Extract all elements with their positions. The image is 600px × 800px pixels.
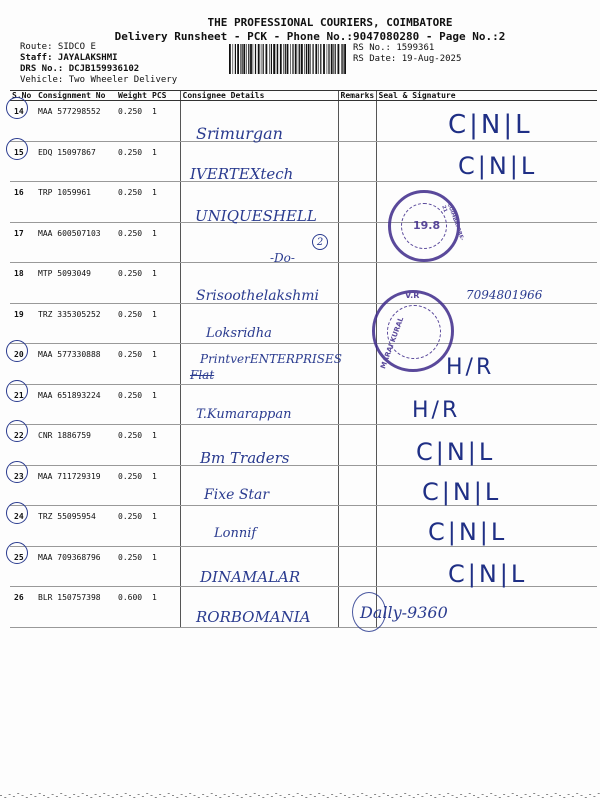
handwritten-signature: C|N|L: [428, 518, 508, 546]
cell-pcs: 1: [150, 141, 180, 182]
circle-mark: [6, 420, 28, 442]
stamp-side-text: MARAI KURAL: [379, 316, 406, 370]
handwritten-signature: Dally-9360: [360, 603, 448, 622]
handwritten-signature: C|N|L: [448, 110, 533, 140]
staff-label: Staff: JAYALAKSHMI: [20, 53, 118, 63]
cell-consignment: TRZ 55095954: [36, 506, 116, 547]
rs-date: RS Date: 19-Aug-2025: [353, 54, 462, 64]
cell-remarks: [338, 465, 376, 506]
cell-remarks: [338, 384, 376, 425]
cell-consignment: TRP 1059961: [36, 182, 116, 223]
cell-consignment: BLR 150757398: [36, 587, 116, 628]
stamp-seal: [352, 592, 386, 632]
cell-pcs: 1: [150, 303, 180, 344]
col-header-sno: S.No: [10, 91, 36, 101]
handwritten-consignee: Fixe Star: [204, 487, 270, 503]
handwritten-signature: H/R: [412, 398, 461, 423]
cell-weight: 0.250: [116, 101, 150, 142]
stamp-text: V.R: [405, 291, 420, 300]
col-header-remarks: Remarks: [338, 91, 376, 101]
cell-sno: 16: [10, 182, 36, 223]
runsheet-title: Delivery Runsheet - PCK - Phone No.:9047080280 - Page No.:2: [114, 30, 506, 43]
cell-consignment: MAA 711729319: [36, 465, 116, 506]
handwritten-consignee: T.Kumarappan: [196, 407, 292, 422]
cell-weight: 0.250: [116, 141, 150, 182]
table-row: [10, 506, 597, 547]
cell-weight: 0.250: [116, 546, 150, 587]
circle-mark: [6, 542, 28, 564]
cell-pcs: 1: [150, 182, 180, 223]
cell-remarks: [338, 222, 376, 263]
cell-pcs: 1: [150, 344, 180, 385]
cell-pcs: 1: [150, 506, 180, 547]
cell-weight: 0.250: [116, 465, 150, 506]
cell-weight: 0.250: [116, 506, 150, 547]
cell-consignment: TRZ 335305252: [36, 303, 116, 344]
stamp-number: 19.8: [413, 219, 441, 232]
cell-remarks: [338, 425, 376, 466]
handwritten-signature: C|N|L: [458, 152, 538, 180]
handwritten-signature: C|N|L: [448, 560, 528, 588]
cell-consignment: MAA 577298552: [36, 101, 116, 142]
cell-consignment: EDQ 15097867: [36, 141, 116, 182]
cell-weight: 0.250: [116, 384, 150, 425]
handwritten-signature: H/R: [446, 355, 495, 380]
runsheet-meta-left: [20, 42, 177, 86]
cell-sno: 18: [10, 263, 36, 304]
rs-number: RS No.: 1599361: [353, 43, 435, 53]
cell-sno: 15: [10, 141, 36, 182]
cell-consignment: CNR 1886759: [36, 425, 116, 466]
handwritten-consignee: DINAMALAR: [200, 568, 301, 586]
cell-consignment: MAA 651893224: [36, 384, 116, 425]
cell-pcs: 1: [150, 222, 180, 263]
cell-remarks: [338, 344, 376, 385]
cell-sno: 25: [10, 546, 36, 587]
cell-remarks: [338, 303, 376, 344]
circle-mark: [6, 461, 28, 483]
cell-weight: 0.250: [116, 425, 150, 466]
cell-remarks: [338, 506, 376, 547]
cell-sno: 26: [10, 587, 36, 628]
handwritten-consignee: Srisoothelakshmi: [196, 288, 319, 304]
circle-mark: [6, 138, 28, 160]
col-header-consignee: Consignee Details: [180, 91, 338, 101]
handwritten-consignee: IVERTEXtech: [190, 165, 294, 183]
scan-artifact: [0, 793, 600, 800]
circle-mark: [6, 340, 28, 362]
cell-remarks: [338, 182, 376, 223]
cell-weight: 0.250: [116, 182, 150, 223]
cell-sno: 19: [10, 303, 36, 344]
stamp-seal: [388, 190, 465, 262]
cell-weight: 0.250: [116, 344, 150, 385]
barcode: [229, 44, 347, 74]
cell-pcs: 1: [150, 546, 180, 587]
handwritten-note: 2: [312, 234, 328, 250]
table-row: [10, 384, 597, 425]
handwritten-consignee: -Do-: [270, 251, 295, 265]
handwritten-consignee: PrintverENTERPRISES: [200, 352, 342, 366]
circle-mark: [6, 380, 28, 402]
cell-consignment: MTP 5093049: [36, 263, 116, 304]
table-row: [10, 465, 597, 506]
cell-seal: [376, 384, 597, 425]
col-header-weight: Weight: [116, 91, 150, 101]
col-header-consignment: Consignment No: [36, 91, 116, 101]
handwritten-signature: C|N|L: [422, 478, 502, 506]
company-title: THE PROFESSIONAL COURIERS, COIMBATORE: [207, 16, 453, 29]
circle-mark: [6, 502, 28, 524]
cell-sno: 23: [10, 465, 36, 506]
handwritten-consignee: UNIQUESHELL: [195, 207, 317, 225]
runsheet-meta-right: [353, 43, 461, 65]
handwritten-consignee: Flat: [190, 368, 215, 382]
table-row: [10, 425, 597, 466]
handwritten-phone: 7094801966: [466, 288, 543, 302]
cell-consignee: [180, 506, 338, 547]
cell-pcs: 1: [150, 384, 180, 425]
handwritten-consignee: RORBOMANIA: [196, 608, 311, 626]
col-header-seal: Seal & Signature: [376, 91, 597, 101]
route-label: Route: SIDCO E: [20, 42, 96, 52]
cell-consignment: MAA 577330888: [36, 344, 116, 385]
handwritten-consignee: Bm Traders: [200, 449, 290, 467]
cell-pcs: 1: [150, 465, 180, 506]
cell-remarks: [338, 101, 376, 142]
stamp-side-text: COIMBATORE-21: [440, 202, 465, 242]
cell-sno: 22: [10, 425, 36, 466]
handwritten-consignee: Srimurgan: [196, 124, 283, 143]
cell-weight: 0.250: [116, 303, 150, 344]
circle-mark: [6, 97, 28, 119]
cell-sno: 21: [10, 384, 36, 425]
cell-consignment: MAA 600507103: [36, 222, 116, 263]
handwritten-signature: C|N|L: [416, 438, 496, 466]
col-header-pcs: PCS: [150, 91, 180, 101]
cell-sno: 20: [10, 344, 36, 385]
cell-pcs: 1: [150, 587, 180, 628]
handwritten-consignee: Loksridha: [206, 326, 272, 341]
vehicle-label: Vehicle: Two Wheeler Delivery: [20, 75, 178, 85]
table-row: [10, 222, 597, 263]
cell-weight: 0.250: [116, 222, 150, 263]
cell-sno: 24: [10, 506, 36, 547]
cell-pcs: 1: [150, 263, 180, 304]
cell-remarks: [338, 141, 376, 182]
handwritten-consignee: Lonnif: [214, 526, 257, 541]
cell-sno: 17: [10, 222, 36, 263]
table-header-row: [10, 91, 597, 101]
cell-sno: 14: [10, 101, 36, 142]
cell-weight: 0.600: [116, 587, 150, 628]
cell-pcs: 1: [150, 425, 180, 466]
cell-consignment: MAA 709368796: [36, 546, 116, 587]
stamp-seal: [372, 290, 454, 372]
table-row: [10, 303, 597, 344]
drs-number: DRS No.: DCJB159936102: [20, 64, 140, 74]
cell-remarks: [338, 263, 376, 304]
cell-pcs: 1: [150, 101, 180, 142]
cell-remarks: [338, 546, 376, 587]
cell-weight: 0.250: [116, 263, 150, 304]
